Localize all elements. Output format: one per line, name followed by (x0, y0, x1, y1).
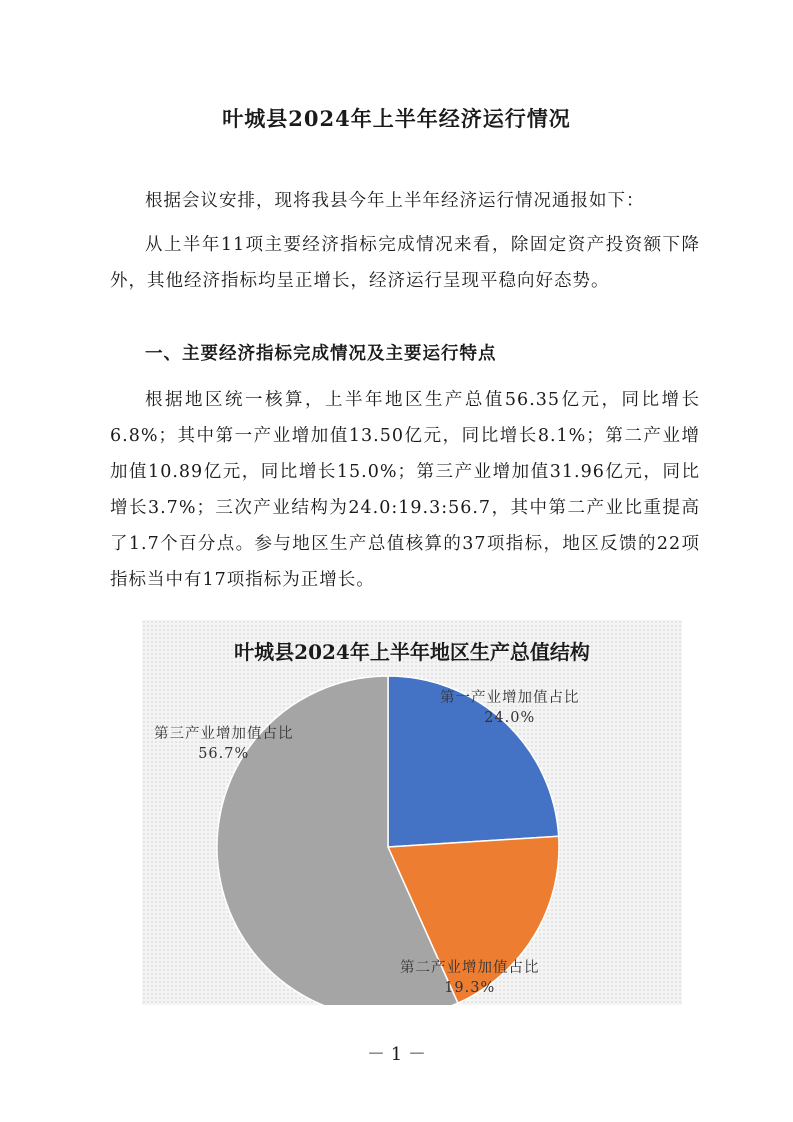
paragraph-summary: 从上半年11项主要经济指标完成情况来看，除固定资产投资额下降外，其他经济指标均呈正增长，经济运行呈现平稳向好态势。 (110, 235, 700, 291)
chart-title: 叶城县2024年上半年地区生产总值结构 (234, 640, 590, 664)
paragraph-gdp: 根据地区统一核算，上半年地区生产总值56.35亿元，同比增长6.8%；其中第一产业增加值13.50亿元，同比增长8.1%；第二产业增加值10.89亿元，同比增长15.0%；第三产业增加值31.96亿元，同比增长3.7%；三次产业结构为24.0:19.3:56.7，其中第二产业比重提高了1.7个百分点。参与地区生产总值核算的37项指标，地区反馈的22项指标当中有17项指标为正增长。 (110, 390, 700, 590)
document-title: 叶城县2024年上半年经济运行情况 (222, 106, 571, 131)
slice-label-secondary-value: 19.3% (444, 980, 496, 996)
slice-label-secondary-name: 第二产业增加值占比 (400, 960, 540, 976)
gdp-structure-chart (142, 620, 682, 1005)
section-heading: 一、主要经济指标完成情况及主要运行特点 (145, 344, 497, 364)
slice-label-secondary (400, 958, 540, 998)
slice-label-tertiary-name: 第三产业增加值占比 (154, 726, 294, 742)
page-number: － 1 － (367, 1044, 426, 1065)
slice-label-primary-name: 第一产业增加值占比 (440, 690, 580, 706)
paragraph-intro: 根据会议安排，现将我县今年上半年经济运行情况通报如下： (145, 191, 645, 211)
slice-label-primary (440, 688, 580, 728)
slice-label-primary-value: 24.0% (484, 710, 536, 726)
pie-chart-svg (142, 620, 682, 1005)
slice-label-tertiary-value: 56.7% (198, 746, 250, 762)
slice-label-tertiary (154, 724, 294, 764)
